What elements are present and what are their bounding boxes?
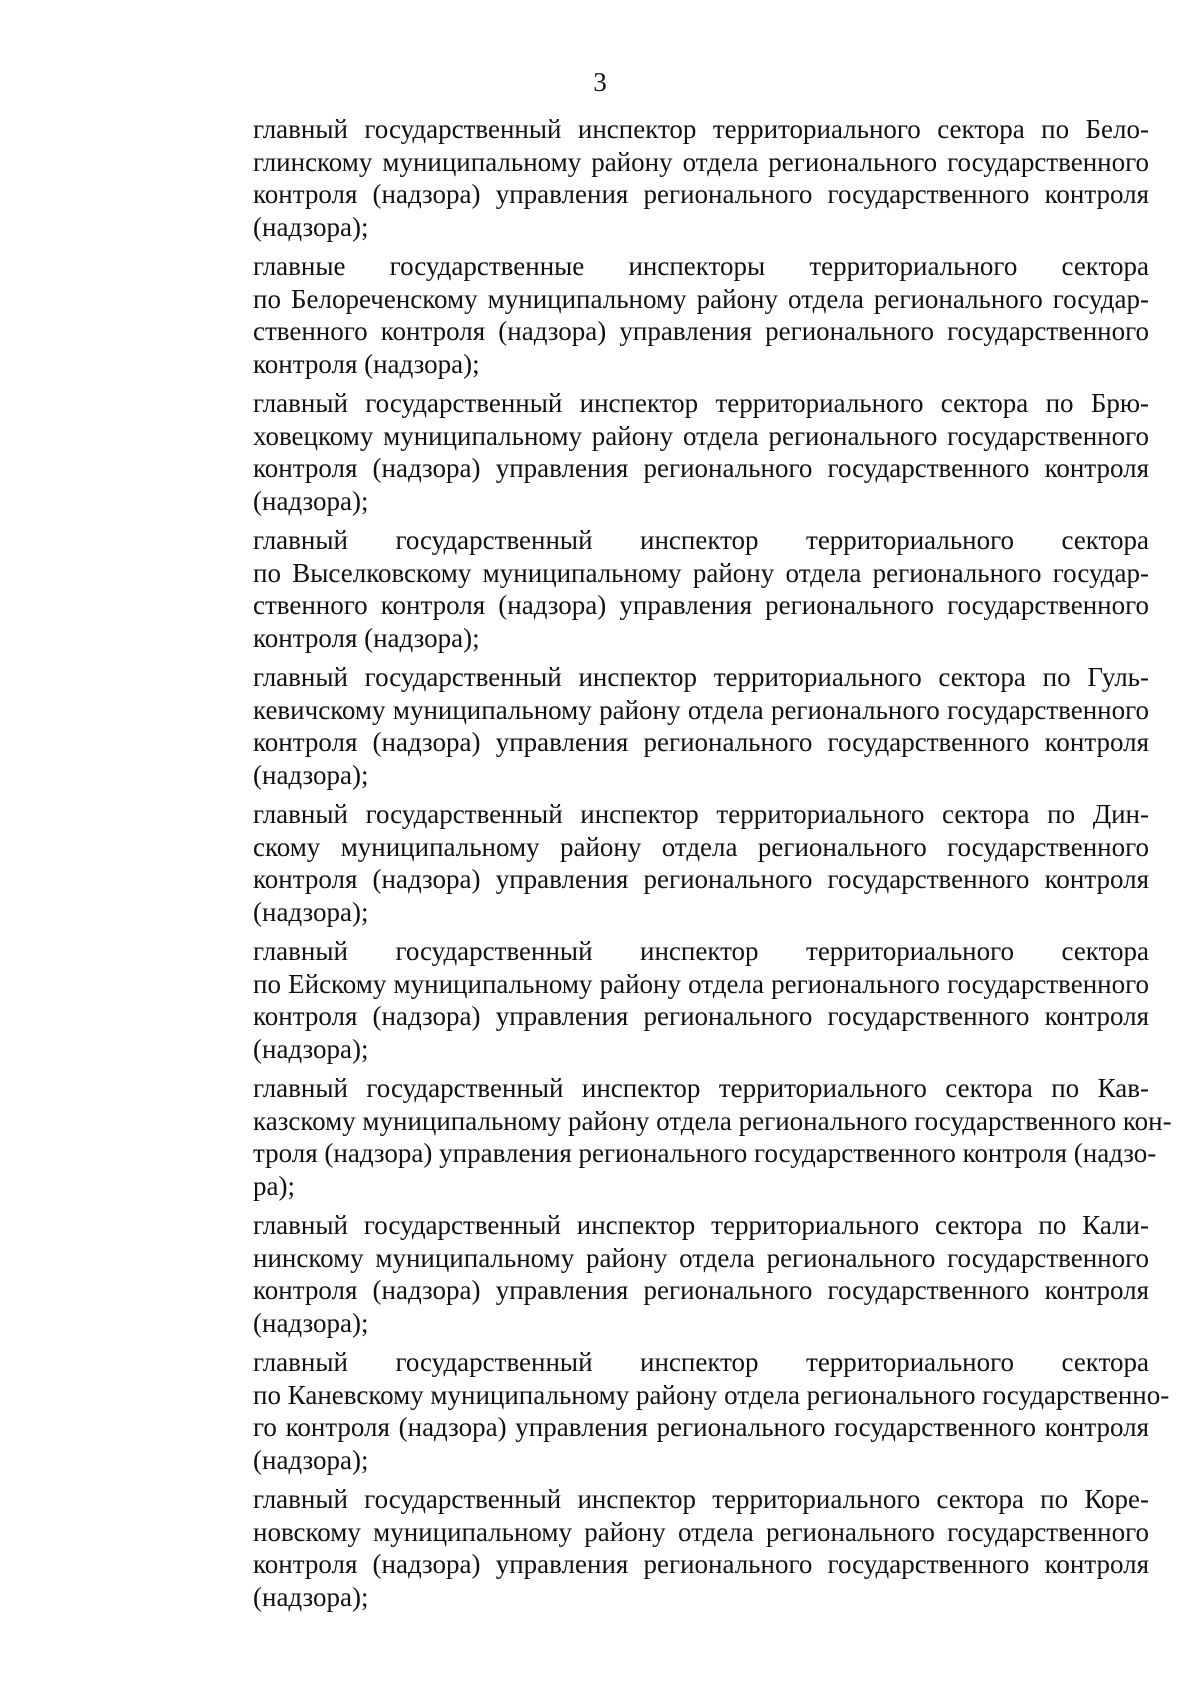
paragraph-line: главный государственный инспектор территориального сектора по Дин- bbox=[253, 799, 1149, 829]
paragraph-line: контроля (надзора) управления регионального государственного контроля bbox=[253, 727, 1149, 757]
paragraph-line: (надзора); bbox=[253, 1033, 369, 1064]
paragraph-yeysky bbox=[181, 935, 1149, 1065]
paragraph-line: контроля (надзора) управления регионального государственного контроля bbox=[253, 864, 1149, 894]
paragraph-line: ховецкому муниципальному району отдела регионального государственного bbox=[253, 420, 1149, 451]
paragraph-line: го контроля (надзора) управления регионального государственного контроля bbox=[253, 1412, 1149, 1442]
paragraph-line: (надзора); bbox=[253, 1307, 369, 1338]
paragraph-line: скому муниципальному району отдела регионального государственного bbox=[253, 831, 1149, 862]
paragraph-line: контроля (надзора) управления регионального государственного контроля bbox=[253, 179, 1149, 209]
paragraph-line: новскому муниципальному району отдела регионального государственного bbox=[253, 1516, 1149, 1547]
paragraph-line: троля (надзора) управления регионального государственного контроля (надзо- bbox=[253, 1138, 1157, 1168]
paragraph-line: ственного контроля (надзора) управления регионального государственного bbox=[253, 590, 1149, 620]
paragraph-line: (надзора); bbox=[253, 1581, 369, 1612]
paragraph-line: главный государственный инспектор территориального сектора по Бело- bbox=[253, 114, 1149, 144]
paragraph-line: ра); bbox=[253, 1170, 295, 1201]
paragraph-line: (надзора); bbox=[253, 896, 369, 927]
paragraph-line: (надзора); bbox=[253, 211, 369, 242]
paragraph-dinskoy bbox=[181, 798, 1149, 928]
paragraph-line: (надзора); bbox=[253, 759, 369, 790]
paragraph-bryukhovetsky bbox=[181, 387, 1149, 517]
paragraph-line: главный государственный инспектор территориального сектора по Кав- bbox=[253, 1073, 1149, 1103]
paragraph-line: казскому муниципальному району отдела регионального государственного кон- bbox=[253, 1105, 1172, 1136]
paragraph-vyselkovsky bbox=[181, 524, 1149, 654]
paragraph-line: контроля (надзора) управления регионального государственного контроля bbox=[253, 453, 1149, 483]
paragraph-belorechensky-pre bbox=[181, 113, 1149, 243]
paragraph-line: контроля (надзора) управления регионального государственного контроля bbox=[253, 1549, 1149, 1579]
paragraph-line: главный государственный инспектор территориального сектора bbox=[253, 525, 1149, 555]
paragraph-line: главный государственный инспектор территориального сектора bbox=[253, 1347, 1149, 1377]
paragraph-kanevsky bbox=[181, 1346, 1170, 1476]
paragraph-line: нинскому муниципальному району отдела регионального государственного bbox=[253, 1242, 1149, 1273]
paragraph-line: по Белореченскому муниципальному району отдела регионального государ- bbox=[253, 283, 1149, 314]
paragraph-belorechensky bbox=[181, 250, 1149, 380]
paragraph-line: по Ейскому муниципальному району отдела регионального государственного bbox=[253, 968, 1149, 999]
paragraph-korenovsky bbox=[181, 1483, 1149, 1613]
paragraph-line: по Выселковскому муниципальному району отдела регионального государ- bbox=[253, 557, 1149, 588]
document-body bbox=[181, 113, 1172, 1620]
paragraph-line: контроля (надзора); bbox=[253, 622, 480, 653]
page-number: 3 bbox=[593, 67, 607, 97]
paragraph-kavkazsky bbox=[181, 1072, 1172, 1202]
paragraph-line: кевичскому муниципальному району отдела регионального государственного bbox=[253, 694, 1149, 725]
paragraph-line: (надзора); bbox=[253, 1444, 369, 1475]
paragraph-line: по Каневскому муниципальному району отдела регионального государственно- bbox=[253, 1379, 1170, 1410]
paragraph-line: глинскому муниципальному району отдела регионального государственного bbox=[253, 146, 1149, 177]
paragraph-line: главные государственные инспекторы территориального сектора bbox=[253, 251, 1149, 281]
paragraph-line: (надзора); bbox=[253, 485, 369, 516]
paragraph-line: главный государственный инспектор территориального сектора по Брю- bbox=[253, 388, 1149, 418]
paragraph-line: ственного контроля (надзора) управления регионального государственного bbox=[253, 316, 1149, 346]
paragraph-line: главный государственный инспектор территориального сектора bbox=[253, 936, 1149, 966]
paragraph-line: главный государственный инспектор территориального сектора по Гуль- bbox=[253, 662, 1149, 692]
paragraph-line: главный государственный инспектор территориального сектора по Кали- bbox=[253, 1210, 1149, 1240]
paragraph-line: главный государственный инспектор территориального сектора по Коре- bbox=[253, 1484, 1149, 1514]
paragraph-kalininsky bbox=[181, 1209, 1149, 1339]
paragraph-line: контроля (надзора); bbox=[253, 348, 480, 379]
paragraph-gulkevichsky bbox=[181, 661, 1149, 791]
paragraph-line: контроля (надзора) управления регионального государственного контроля bbox=[253, 1275, 1149, 1305]
paragraph-line: контроля (надзора) управления регионального государственного контроля bbox=[253, 1001, 1149, 1031]
